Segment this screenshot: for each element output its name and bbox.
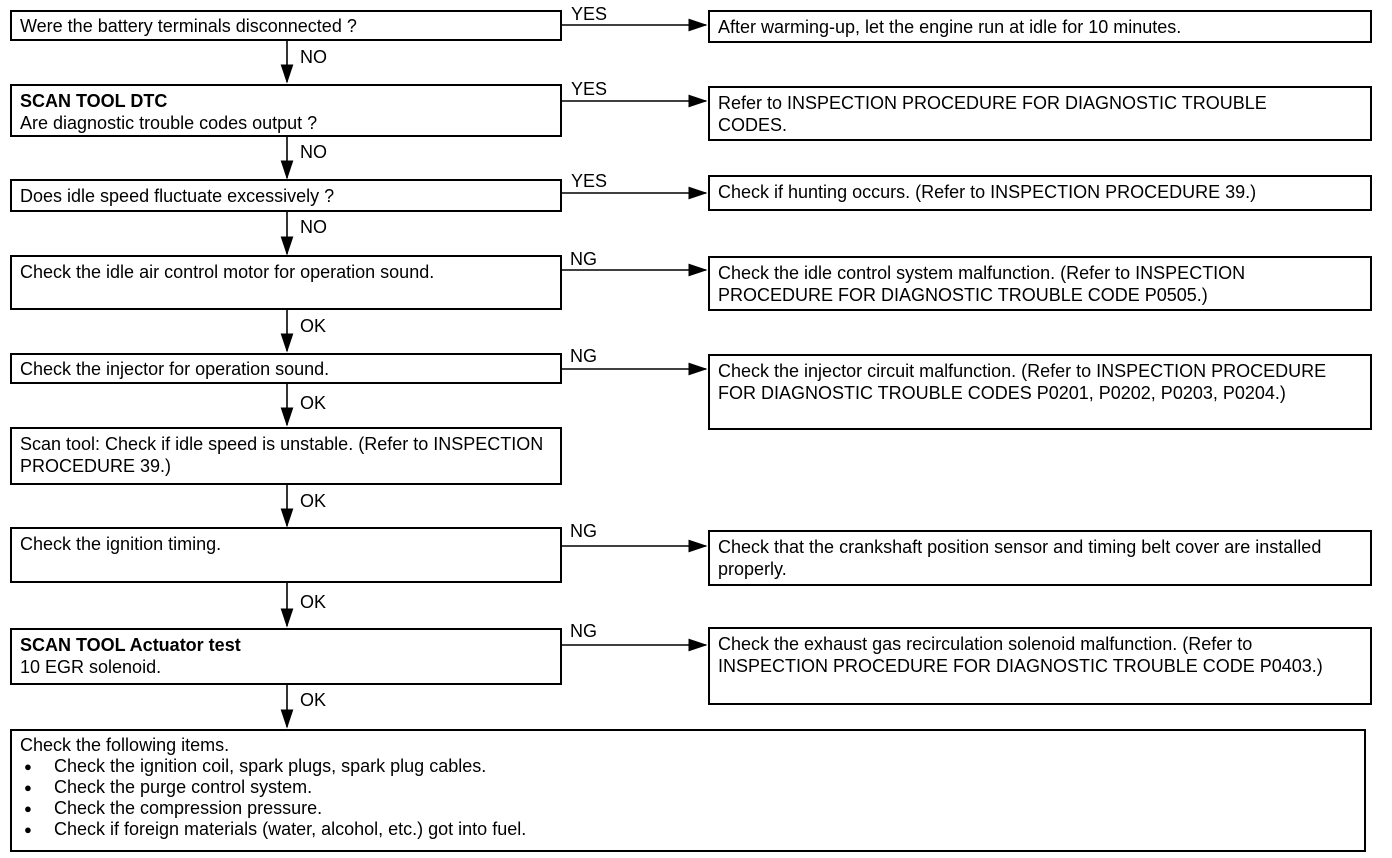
question-text-6: Scan tool: Check if idle speed is unstable. (Refer to INSPECTION PROCEDURE 39.)	[20, 434, 544, 476]
no-label-1: NO	[300, 47, 327, 67]
question-text-4: Check the idle air control motor for operation sound.	[20, 262, 435, 282]
step-title-8: SCAN TOOL Actuator test	[20, 635, 241, 655]
question-text-8: 10 EGR solenoid.	[20, 657, 162, 677]
question-box-8	[10, 628, 562, 685]
step-title-2: SCAN TOOL DTC	[20, 91, 168, 111]
ng-label-8: NG	[570, 621, 597, 641]
result-text-2: Refer to INSPECTION PROCEDURE FOR DIAGNOSTIC TROUBLE CODES.	[718, 93, 1267, 135]
question-text-2: Are diagnostic trouble codes output ?	[20, 113, 318, 133]
ng-label-5: NG	[570, 346, 597, 366]
result-text-7: Check that the crankshaft position sensor and timing belt cover are installed properly.	[718, 537, 1322, 579]
no-label-2: NO	[300, 142, 327, 162]
result-box-4	[708, 256, 1372, 311]
result-box-2	[708, 86, 1372, 141]
ng-label-7: NG	[570, 521, 597, 541]
question-box-5	[10, 353, 562, 384]
result-text-4: Check the idle control system malfunction. (Refer to INSPECTION PROCEDURE FOR DIAGNOSTIC TROUBLE CODE P0505.)	[718, 263, 1246, 305]
result-text-3: Check if hunting occurs. (Refer to INSPECTION PROCEDURE 39.)	[718, 182, 1257, 202]
no-label-3: NO	[300, 217, 327, 237]
result-box-7	[708, 530, 1372, 586]
question-box-7	[10, 527, 562, 583]
question-box-1	[10, 10, 562, 41]
checklist	[20, 756, 1356, 840]
final-heading: Check the following items.	[20, 735, 230, 755]
ok-label-6: OK	[300, 491, 327, 511]
result-text-8: Check the exhaust gas recirculation solenoid malfunction. (Refer to INSPECTION PROCEDURE FOR DIAGNOSTIC TROUBLE CODE P0403.)	[718, 634, 1323, 676]
question-text-1: Were the battery terminals disconnected ?	[20, 16, 357, 36]
checklist-item: ● Check if foreign materials (water, alcohol, etc.) got into fuel.	[20, 819, 1356, 840]
result-box-5	[708, 354, 1372, 430]
checklist-item: ● Check the ignition coil, spark plugs, spark plug cables.	[20, 756, 1356, 777]
result-text-1: After warming-up, let the engine run at idle for 10 minutes.	[718, 17, 1182, 37]
result-text-5: Check the injector circuit malfunction. (Refer to INSPECTION PROCEDURE FOR DIAGNOSTIC TROUBLE CODES P0201, P0202, P0203, P0204.)	[718, 361, 1327, 403]
question-box-4	[10, 255, 562, 310]
question-box-6	[10, 427, 562, 485]
question-box-3	[10, 179, 562, 212]
checklist-item: ● Check the compression pressure.	[20, 798, 1356, 819]
ok-label-7: OK	[300, 592, 327, 612]
yes-label-2: YES	[571, 79, 608, 99]
result-box-1	[708, 10, 1372, 43]
result-box-8	[708, 627, 1372, 705]
yes-label-3: YES	[571, 171, 608, 191]
ok-label-5: OK	[300, 393, 327, 413]
checklist-item: ● Check the purge control system.	[20, 777, 1356, 798]
ok-label-4: OK	[300, 316, 327, 336]
final-checklist-box	[10, 729, 1366, 852]
question-text-7: Check the ignition timing.	[20, 534, 222, 554]
question-box-2	[10, 84, 562, 137]
question-text-5: Check the injector for operation sound.	[20, 359, 330, 379]
yes-label-1: YES	[571, 4, 608, 24]
result-box-3	[708, 175, 1372, 211]
ng-label-4: NG	[570, 249, 597, 269]
question-text-3: Does idle speed fluctuate excessively ?	[20, 186, 335, 206]
ok-label-8: OK	[300, 690, 327, 710]
